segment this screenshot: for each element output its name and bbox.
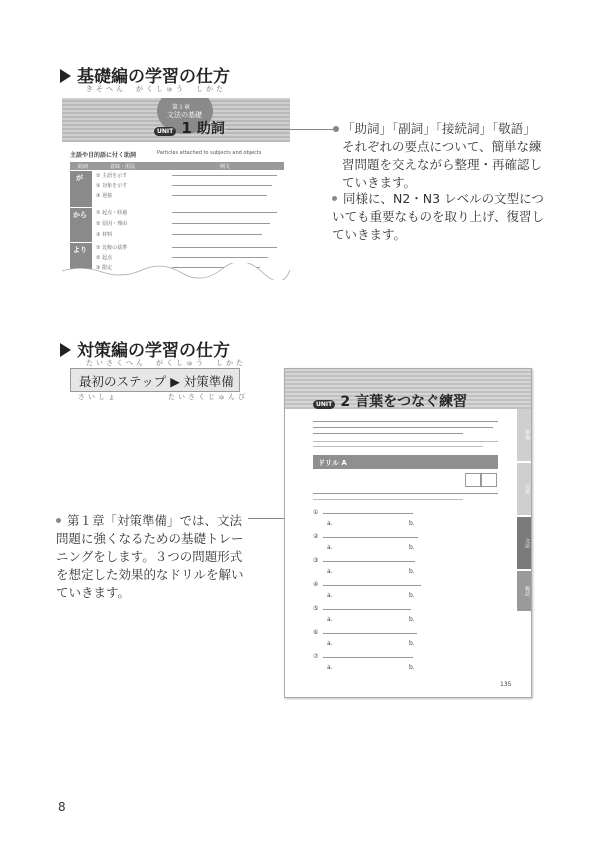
drill-question: ⑦ a. b. — [313, 653, 415, 671]
drill-question: ④ a. b. — [313, 581, 503, 605]
drill-question: ① a. b. — [313, 509, 415, 527]
drill-question: ③ a. b. — [313, 557, 415, 575]
row-label-ga — [70, 171, 92, 207]
triangle-icon — [60, 69, 71, 83]
drill-questions — [313, 509, 503, 677]
row-ga-line3: ③ 逆接 — [96, 193, 113, 199]
drill-question: ⑤ a. b. — [313, 605, 415, 623]
drill-page-thumbnail — [284, 368, 532, 698]
row-kara-line1: ① 起点・経過 — [96, 210, 128, 216]
section1-heading-text: 基礎編の学習の仕方 — [77, 67, 230, 87]
side-tab-4: 模試 — [517, 571, 531, 611]
col-example: 例文 — [220, 164, 231, 170]
row-kara-line3: ③ 材料 — [96, 232, 113, 238]
thumb-sub-en: Particles attached to subjects and objects — [157, 150, 262, 156]
drill-question: ⑥ a. b. — [313, 629, 503, 653]
side-tab-1: 準備 — [517, 409, 531, 461]
section1-bullet-1: 「助詞」「副詞」「接続詞」「敬語」それぞれの要点について、簡単な練習問題を交えながら整理・再確認していきます。 — [342, 121, 543, 190]
first-step-text: 最初のステップ ▶ 対策準備 — [79, 374, 234, 389]
triangle-icon — [60, 343, 71, 357]
section1-ruby: きそへん がくしゅう しかた — [86, 85, 226, 93]
section1-bullet-2-text: 同様に、N2・N3 レベルの文型についても重要なものを取り上げ、復習していきます。 — [332, 191, 545, 242]
first-step-box — [70, 368, 240, 392]
basics-page-thumbnail — [62, 98, 290, 280]
drill-page-number: 135 — [500, 681, 512, 688]
connector-dot-1 — [333, 126, 339, 132]
row-label-kara — [70, 208, 92, 242]
connector-line-2 — [248, 518, 288, 519]
section2-bullet-text: 第１章「対策準備」では、文法問題に強くなるための基礎トレーニングをします。３つの問題形式を想定した効果的なドリルを解いていきます。 — [56, 513, 244, 600]
section2-heading-text: 対策編の学習の仕方 — [77, 341, 230, 361]
unit-title: 助詞 — [196, 121, 225, 137]
side-tab-2: 対策 — [517, 463, 531, 515]
col-particle: 助詞 — [78, 164, 89, 170]
drill-question: ② a. b. — [313, 533, 503, 557]
section2-bullet — [56, 512, 248, 602]
row-yori-line2: ② 起点 — [96, 255, 113, 261]
chapter-title: 文法の基礎 — [167, 111, 202, 119]
torn-edge — [62, 263, 290, 280]
bullet-icon — [332, 196, 337, 201]
row-yori-line1: ① 比較の基準 — [96, 245, 128, 251]
drill-unit-number: 2 — [340, 394, 351, 410]
drill-label-bar — [313, 455, 498, 469]
page-number: 8 — [58, 800, 66, 814]
particle-ga: が — [76, 174, 83, 182]
drill-unit-title: 言葉をつなぐ練習 — [355, 394, 468, 410]
thumb-subheading: 主語や目的語に付く助詞 — [70, 152, 137, 159]
row-ga-line1: ① 主語を示す — [96, 173, 128, 179]
particle-kara: から — [73, 211, 87, 219]
row-yori-line3: ③ 限定 — [96, 265, 113, 271]
section2-ruby: たいさくへん がくしゅう しかた — [86, 359, 246, 367]
row-kara-line2: ② 原因・理由 — [96, 221, 128, 227]
thumb-table-header — [70, 162, 284, 170]
unit-badge: UNIT — [154, 127, 176, 136]
drill-unit-badge: UNIT — [313, 400, 335, 409]
col-meaning: 意味・用法 — [110, 164, 136, 170]
section1-bullet-2 — [332, 190, 547, 244]
first-step-ruby: さいしょ たいさくじゅんび — [78, 393, 248, 401]
particle-yori: より — [73, 246, 87, 254]
drill-label: ドリル A — [318, 459, 347, 467]
bullet-icon — [56, 518, 61, 523]
chapter-label: 第１章 — [172, 104, 191, 111]
connector-line-1 — [226, 129, 336, 130]
unit-number: 1 — [181, 119, 192, 137]
drill-unit-row — [313, 391, 467, 411]
row-ga-line2: ② 対象を示す — [96, 183, 128, 189]
side-tab-3: 文法 — [517, 517, 531, 569]
unit-title-row — [154, 118, 225, 138]
